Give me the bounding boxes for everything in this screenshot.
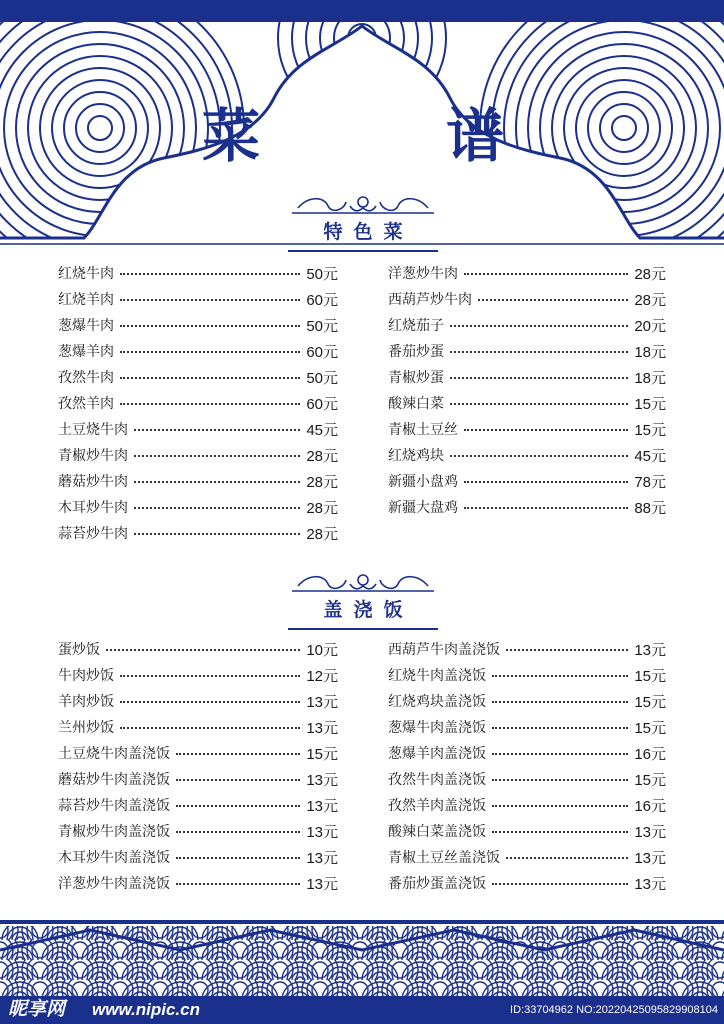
- menu-item: [58, 442, 338, 468]
- dotted-leader: [492, 805, 628, 807]
- menu-item: [58, 312, 338, 338]
- scroll-ornament-icon: [288, 570, 438, 594]
- dotted-leader: [464, 429, 628, 431]
- dotted-leader: [492, 675, 628, 677]
- menu-item-name: 番茄炒蛋盖浇饭: [388, 876, 486, 892]
- menu-item-name: 红烧牛肉盖浇饭: [388, 668, 486, 684]
- menu-item-name: 蒜苔炒牛肉: [58, 526, 128, 542]
- menu-item: [388, 844, 666, 870]
- menu-item-name: 葱爆牛肉: [58, 318, 114, 334]
- menu-item: [58, 792, 338, 818]
- menu-item: [388, 416, 666, 442]
- menu-list-rice-left: [58, 636, 338, 896]
- section-underline: [288, 250, 438, 252]
- menu-item: [58, 740, 338, 766]
- section-header-specialty: [288, 192, 438, 262]
- menu-item-name: 青椒炒牛肉盖浇饭: [58, 824, 170, 840]
- menu-item-price: 13元: [306, 875, 338, 893]
- menu-item: [58, 844, 338, 870]
- dotted-leader: [506, 649, 628, 651]
- menu-item: [388, 792, 666, 818]
- dotted-leader: [492, 727, 628, 729]
- dotted-leader: [134, 455, 300, 457]
- menu-item-price: 13元: [306, 823, 338, 841]
- menu-item-price: 15元: [634, 719, 666, 737]
- menu-item-name: 酸辣白菜盖浇饭: [388, 824, 486, 840]
- menu-item-price: 13元: [634, 641, 666, 659]
- dotted-leader: [176, 857, 300, 859]
- menu-item-price: 28元: [634, 265, 666, 283]
- menu-item: [388, 442, 666, 468]
- dotted-leader: [464, 481, 628, 483]
- menu-item: [58, 260, 338, 286]
- menu-item-price: 13元: [634, 823, 666, 841]
- menu-item-price: 50元: [306, 317, 338, 335]
- menu-item-name: 红烧茄子: [388, 318, 444, 334]
- menu-item-name: 新疆小盘鸡: [388, 474, 458, 490]
- menu-item: [388, 636, 666, 662]
- dotted-leader: [106, 649, 300, 651]
- menu-item-price: 28元: [306, 447, 338, 465]
- dotted-leader: [120, 377, 300, 379]
- menu-item-price: 50元: [306, 369, 338, 387]
- menu-item-name: 土豆烧牛肉盖浇饭: [58, 746, 170, 762]
- menu-item-price: 13元: [306, 849, 338, 867]
- dotted-leader: [134, 507, 300, 509]
- dotted-leader: [450, 325, 628, 327]
- menu-item-name: 西葫芦牛肉盖浇饭: [388, 642, 500, 658]
- menu-item-name: 红烧羊肉: [58, 292, 114, 308]
- menu-item-price: 88元: [634, 499, 666, 517]
- menu-item: [388, 494, 666, 520]
- menu-item-price: 15元: [634, 421, 666, 439]
- title-char-1: 菜: [202, 102, 261, 170]
- menu-item: [388, 662, 666, 688]
- dotted-leader: [506, 857, 628, 859]
- menu-item-price: 12元: [306, 667, 338, 685]
- menu-item: [388, 468, 666, 494]
- menu-item-name: 孜然牛肉: [58, 370, 114, 386]
- menu-item: [388, 338, 666, 364]
- dotted-leader: [450, 455, 628, 457]
- menu-item: [58, 714, 338, 740]
- menu-item: [388, 312, 666, 338]
- dotted-leader: [450, 377, 628, 379]
- menu-item-price: 15元: [634, 693, 666, 711]
- menu-item-name: 青椒土豆丝盖浇饭: [388, 850, 500, 866]
- footer-wave-pattern: [0, 920, 724, 1000]
- dotted-leader: [176, 779, 300, 781]
- menu-item-price: 28元: [306, 473, 338, 491]
- menu-item-name: 木耳炒牛肉: [58, 500, 128, 516]
- menu-item: [58, 870, 338, 896]
- menu-item: [388, 364, 666, 390]
- dotted-leader: [120, 351, 300, 353]
- menu-item-price: 15元: [634, 667, 666, 685]
- menu-item: [388, 740, 666, 766]
- watermark-logo: 昵享网: [8, 999, 66, 1020]
- menu-list-specialty-right: [388, 260, 666, 520]
- menu-item-name: 青椒土豆丝: [388, 422, 458, 438]
- menu-item-name: 洋葱炒牛肉: [388, 266, 458, 282]
- dotted-leader: [492, 779, 628, 781]
- menu-item: [58, 636, 338, 662]
- dotted-leader: [134, 429, 300, 431]
- menu-item-name: 洋葱炒牛肉盖浇饭: [58, 876, 170, 892]
- menu-item: [58, 818, 338, 844]
- menu-item-name: 木耳炒牛肉盖浇饭: [58, 850, 170, 866]
- menu-item: [58, 390, 338, 416]
- menu-item-price: 10元: [306, 641, 338, 659]
- menu-item-price: 13元: [306, 771, 338, 789]
- menu-item-name: 孜然牛肉盖浇饭: [388, 772, 486, 788]
- menu-item-price: 15元: [306, 745, 338, 763]
- scroll-ornament-icon: [288, 192, 438, 216]
- menu-item-name: 红烧鸡块盖浇饭: [388, 694, 486, 710]
- title-char-2: 谱: [446, 102, 505, 170]
- menu-item-name: 红烧牛肉: [58, 266, 114, 282]
- menu-item-price: 28元: [306, 525, 338, 543]
- menu-item: [58, 494, 338, 520]
- dotted-leader: [134, 533, 300, 535]
- dotted-leader: [492, 701, 628, 703]
- menu-item-name: 青椒炒蛋: [388, 370, 444, 386]
- menu-item: [388, 688, 666, 714]
- menu-item: [58, 286, 338, 312]
- menu-item-name: 葱爆羊肉: [58, 344, 114, 360]
- menu-item-price: 15元: [634, 771, 666, 789]
- menu-item-price: 60元: [306, 395, 338, 413]
- menu-item-price: 15元: [634, 395, 666, 413]
- menu-list-rice-right: [388, 636, 666, 896]
- dotted-leader: [176, 883, 300, 885]
- menu-item-name: 红烧鸡块: [388, 448, 444, 464]
- menu-item-name: 新疆大盘鸡: [388, 500, 458, 516]
- menu-item-price: 60元: [306, 343, 338, 361]
- menu-item-name: 葱爆羊肉盖浇饭: [388, 746, 486, 762]
- menu-item-name: 孜然羊肉盖浇饭: [388, 798, 486, 814]
- menu-item: [388, 870, 666, 896]
- menu-item-name: 蒜苔炒牛肉盖浇饭: [58, 798, 170, 814]
- menu-item: [58, 468, 338, 494]
- menu-item: [388, 766, 666, 792]
- dotted-leader: [492, 831, 628, 833]
- menu-item-price: 13元: [306, 797, 338, 815]
- menu-item-name: 番茄炒蛋: [388, 344, 444, 360]
- page-title: [0, 96, 724, 176]
- dotted-leader: [492, 753, 628, 755]
- dotted-leader: [492, 883, 628, 885]
- menu-item-name: 蘑菇炒牛肉盖浇饭: [58, 772, 170, 788]
- menu-item-name: 蛋炒饭: [58, 642, 100, 658]
- menu-item-name: 羊肉炒饭: [58, 694, 114, 710]
- dotted-leader: [120, 727, 300, 729]
- dotted-leader: [450, 351, 628, 353]
- menu-item-price: 28元: [634, 291, 666, 309]
- section-title-rice: 盖浇饭: [323, 599, 414, 621]
- menu-item-name: 西葫芦炒牛肉: [388, 292, 472, 308]
- menu-item: [58, 364, 338, 390]
- dotted-leader: [120, 675, 300, 677]
- dotted-leader: [464, 507, 628, 509]
- watermark-url: www.nipic.cn: [92, 1000, 200, 1019]
- menu-item: [58, 416, 338, 442]
- menu-item-price: 60元: [306, 291, 338, 309]
- menu-list-specialty-left: [58, 260, 338, 546]
- dotted-leader: [464, 273, 628, 275]
- dotted-leader: [120, 403, 300, 405]
- menu-item: [388, 714, 666, 740]
- dotted-leader: [478, 299, 628, 301]
- menu-item: [388, 260, 666, 286]
- menu-item-name: 土豆烧牛肉: [58, 422, 128, 438]
- menu-item-name: 酸辣白菜: [388, 396, 444, 412]
- menu-item-price: 16元: [634, 745, 666, 763]
- dotted-leader: [120, 325, 300, 327]
- menu-item: [58, 766, 338, 792]
- dotted-leader: [120, 701, 300, 703]
- menu-item-price: 45元: [306, 421, 338, 439]
- menu-item: [58, 662, 338, 688]
- dotted-leader: [450, 403, 628, 405]
- menu-item-price: 13元: [306, 693, 338, 711]
- dotted-leader: [120, 299, 300, 301]
- menu-item: [58, 688, 338, 714]
- menu-item-price: 20元: [634, 317, 666, 335]
- menu-item: [58, 520, 338, 546]
- section-header-rice: [288, 570, 438, 640]
- menu-item-price: 18元: [634, 343, 666, 361]
- dotted-leader: [134, 481, 300, 483]
- menu-item-name: 蘑菇炒牛肉: [58, 474, 128, 490]
- menu-item-price: 13元: [634, 875, 666, 893]
- menu-item: [58, 338, 338, 364]
- watermark-id: ID:33704962 NO:20220425095829908104: [510, 1004, 718, 1016]
- menu-item-price: 78元: [634, 473, 666, 491]
- menu-item-name: 牛肉炒饭: [58, 668, 114, 684]
- dotted-leader: [176, 831, 300, 833]
- menu-item-price: 50元: [306, 265, 338, 283]
- dotted-leader: [176, 805, 300, 807]
- menu-item: [388, 818, 666, 844]
- menu-item-price: 13元: [634, 849, 666, 867]
- dotted-leader: [176, 753, 300, 755]
- menu-item-price: 28元: [306, 499, 338, 517]
- menu-item-name: 兰州炒饭: [58, 720, 114, 736]
- menu-item-price: 45元: [634, 447, 666, 465]
- menu-item-name: 葱爆牛肉盖浇饭: [388, 720, 486, 736]
- menu-item-price: 18元: [634, 369, 666, 387]
- menu-item-price: 13元: [306, 719, 338, 737]
- menu-item-name: 孜然羊肉: [58, 396, 114, 412]
- section-underline: [288, 628, 438, 630]
- menu-item: [388, 390, 666, 416]
- menu-item: [388, 286, 666, 312]
- menu-item-name: 青椒炒牛肉: [58, 448, 128, 464]
- dotted-leader: [120, 273, 300, 275]
- menu-item-price: 16元: [634, 797, 666, 815]
- section-title-specialty: 特色菜: [323, 221, 414, 243]
